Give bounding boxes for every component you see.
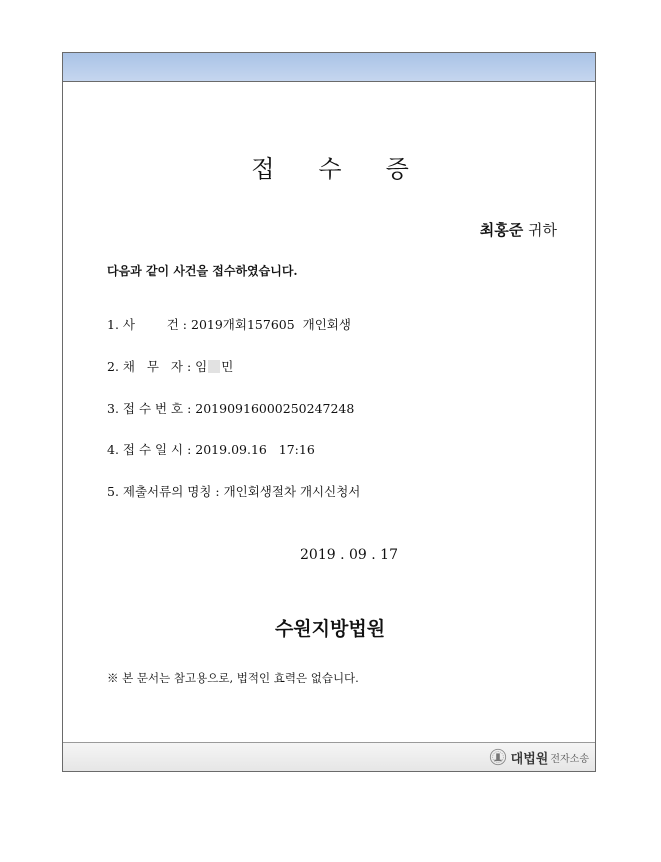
court-seal-icon: [489, 748, 507, 766]
recipient-suffix: 귀하: [523, 221, 557, 239]
document-frame: [62, 52, 596, 772]
top-bar: [63, 53, 595, 82]
court-name: 수원지방법원: [274, 618, 386, 640]
field-value-prefix: 임: [195, 359, 208, 374]
intro-text: 다음과 같이 사건을 접수하였습니다.: [107, 264, 298, 278]
field-debtor: [107, 357, 233, 375]
ecourt-logo[interactable]: [489, 747, 589, 767]
masked-character: [208, 360, 220, 373]
issue-date: 2019 . 09 . 17: [300, 547, 398, 563]
field-value: 2019개회157605 개인회생: [191, 317, 351, 332]
field-submitted-document: [107, 482, 360, 500]
field-case: [107, 315, 351, 333]
recipient-name: 최홍준: [479, 221, 524, 239]
title-char: 수: [318, 155, 342, 183]
field-value: 개인회생절차 개시신청서: [223, 484, 361, 499]
field-label: 5. 제출서류의 명칭 :: [107, 484, 224, 499]
field-label: 1. 사 건 :: [107, 317, 191, 332]
logo-main-text: 대법원: [510, 751, 549, 767]
field-label: 3. 접 수 번 호 :: [107, 401, 196, 416]
title-char: 증: [385, 155, 409, 183]
field-value: 2019.09.16 17:16: [195, 442, 315, 457]
recipient: [480, 219, 557, 240]
field-receipt-number: [107, 399, 354, 417]
field-value: 20190916000250247248: [195, 401, 355, 416]
logo-sub-text: 전자소송: [550, 753, 589, 765]
disclaimer-notice: ※ 본 문서는 참고용으로, 법적인 효력은 없습니다.: [107, 671, 359, 685]
field-value-suffix: 민: [221, 359, 234, 374]
footer-bar: [63, 742, 595, 771]
field-receipt-datetime: [107, 440, 315, 458]
field-label: 4. 접 수 일 시 :: [107, 442, 196, 457]
title-char: 접: [251, 155, 275, 183]
document-title: [63, 149, 597, 184]
field-label: 2. 채 무 자 :: [107, 359, 196, 374]
